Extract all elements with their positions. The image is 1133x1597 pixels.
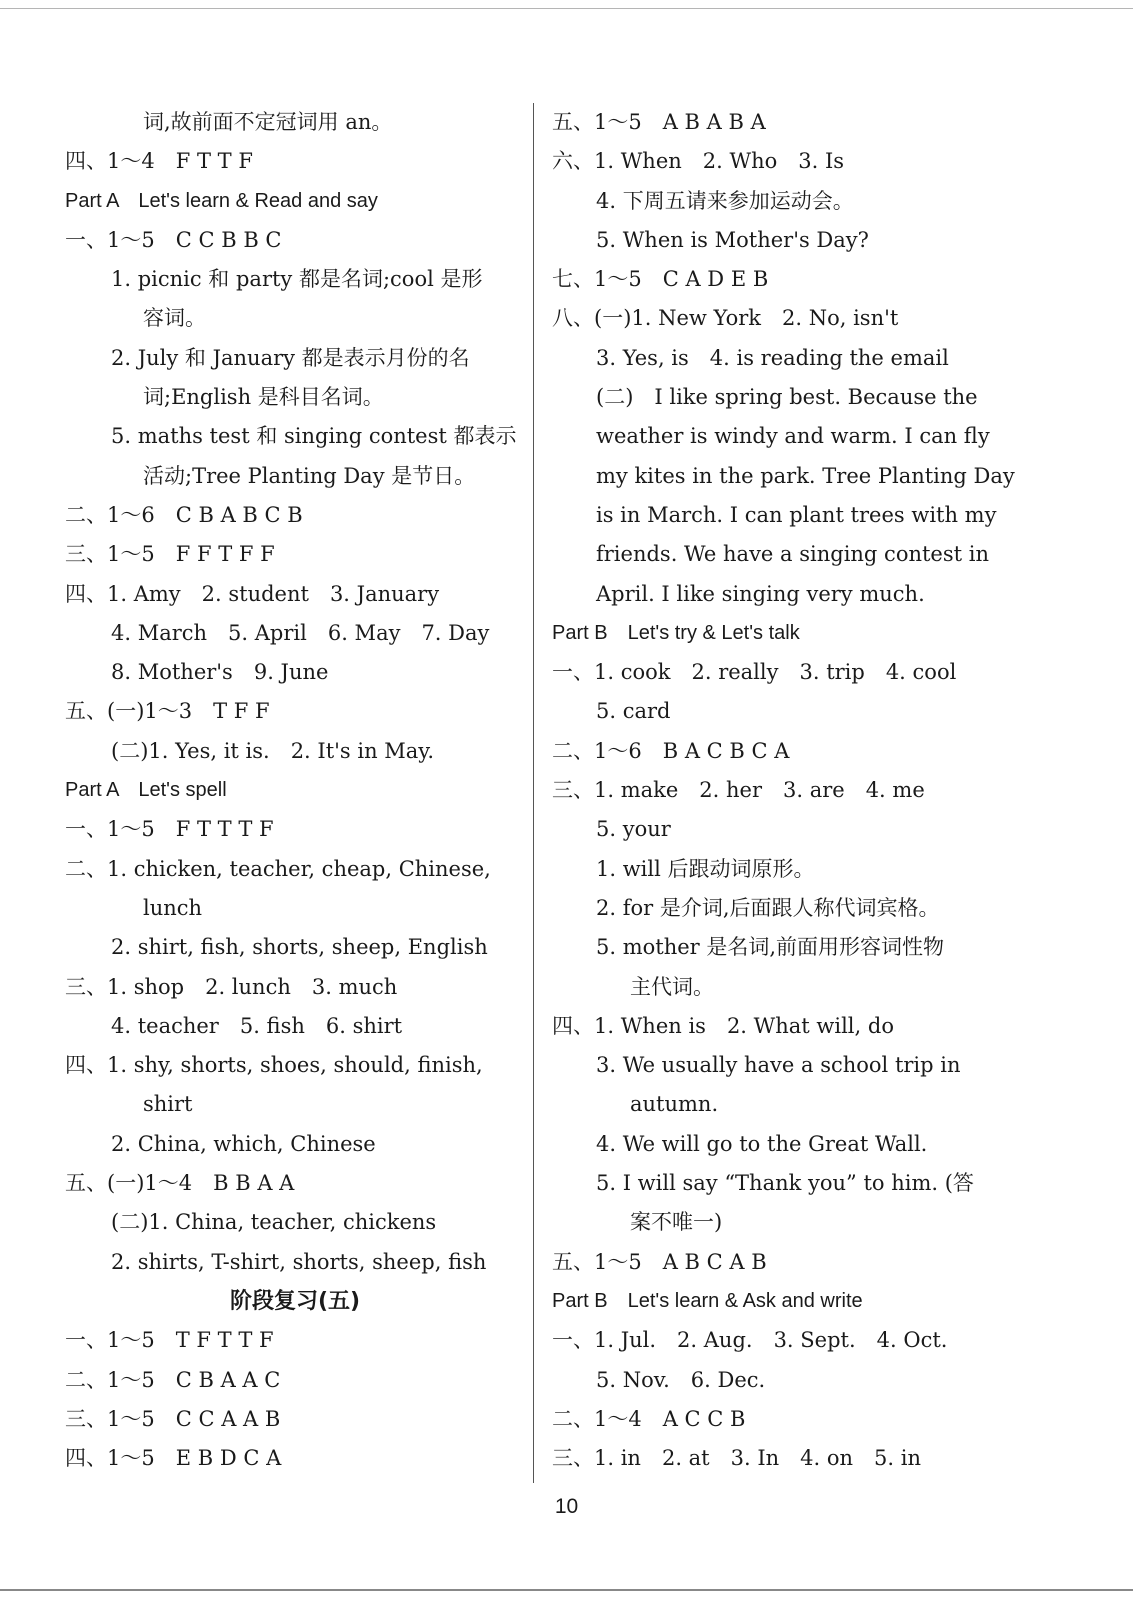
- answer-line: weather is windy and warm. I can fly: [596, 424, 990, 449]
- answer-line: 4. 下周五请来参加运动会。: [596, 188, 854, 213]
- answer-line: 三、1～5 F F T F F: [65, 542, 275, 567]
- section-heading: 阶段复习(五): [229, 1288, 361, 1314]
- answer-line: 一、1～5 T F T T F: [65, 1328, 274, 1353]
- answer-line: shirt: [143, 1092, 193, 1117]
- answer-line: 1. picnic 和 party 都是名词;cool 是形: [111, 267, 483, 292]
- answer-line: 5. card: [596, 699, 671, 724]
- answer-line: 二、1～4 A C C B: [552, 1406, 746, 1431]
- answer-line: 2. July 和 January 都是表示月份的名: [111, 345, 470, 370]
- part-heading: Part B Let's try & Let's talk: [552, 621, 800, 644]
- answer-line: 词,故前面不定冠词用 an。: [143, 110, 393, 134]
- answer-line: 一、1～5 F T T T F: [65, 817, 274, 842]
- answer-line: 3. Yes, is 4. is reading the email: [596, 345, 949, 370]
- answer-line: 4. March 5. April 6. May 7. Day: [111, 620, 490, 645]
- right-column: [552, 103, 1015, 1478]
- answer-line: 五、(一)1～4 B B A A: [65, 1171, 295, 1196]
- answer-line: 4. teacher 5. fish 6. shirt: [111, 1013, 403, 1038]
- answer-line: 五、1～5 A B A B A: [552, 110, 766, 134]
- answer-line: (二)1. China, teacher, chickens: [111, 1210, 437, 1235]
- answer-line: 5. When is Mother's Day?: [596, 227, 869, 252]
- answer-line: 2. shirt, fish, shorts, sheep, English: [111, 935, 488, 960]
- answer-line: 四、1～5 E B D C A: [65, 1446, 282, 1471]
- answer-line: 1. will 后跟动词原形。: [596, 856, 815, 881]
- answer-line: 三、1～5 C C A A B: [65, 1406, 281, 1431]
- answer-line: 四、1～4 F T T F: [65, 149, 253, 174]
- answer-line: 4. We will go to the Great Wall.: [596, 1131, 928, 1156]
- answer-line: (二)1. Yes, it is. 2. It's in May.: [111, 738, 435, 763]
- page-number: 10: [554, 1495, 579, 1518]
- answer-line: my kites in the park. Tree Planting Day: [596, 463, 1015, 488]
- answer-line: 一、1～5 C C B B C: [65, 227, 282, 252]
- answer-line: 三、1. in 2. at 3. In 4. on 5. in: [552, 1446, 921, 1471]
- answer-line: 2. for 是介词,后面跟人称代词宾格。: [596, 895, 940, 920]
- answer-line: 8. Mother's 9. June: [111, 660, 329, 685]
- column-divider: [533, 103, 534, 1483]
- answer-line: (二) I like spring best. Because the: [596, 385, 978, 410]
- part-heading: Part B Let's learn & Ask and write: [552, 1289, 863, 1312]
- answer-line: 二、1～5 C B A A C: [65, 1367, 281, 1392]
- answer-line: lunch: [143, 895, 203, 920]
- answer-line: 容词。: [143, 306, 206, 331]
- part-heading: Part A Let's learn & Read and say: [65, 189, 378, 212]
- part-heading: Part A Let's spell: [65, 779, 227, 802]
- answer-line: friends. We have a singing contest in: [596, 542, 989, 567]
- answer-line: 5. your: [596, 817, 671, 842]
- answer-line: 3. We usually have a school trip in: [596, 1053, 961, 1078]
- answer-line: 2. shirts, T-shirt, shorts, sheep, fish: [111, 1249, 487, 1274]
- answer-line: 四、1. Amy 2. student 3. January: [65, 581, 440, 606]
- answer-line: 五、1～5 A B C A B: [552, 1249, 767, 1274]
- answer-line: 七、1～5 C A D E B: [552, 267, 769, 292]
- answer-line: 二、1. chicken, teacher, cheap, Chinese,: [65, 856, 491, 881]
- answer-line: 5. Nov. 6. Dec.: [596, 1367, 766, 1392]
- answer-line: 四、1. shy, shorts, shoes, should, finish,: [65, 1053, 483, 1078]
- answer-line: 5. mother 是名词,前面用形容词性物: [596, 935, 945, 960]
- answer-line: 主代词。: [630, 974, 714, 999]
- answer-line: 案不唯一): [630, 1210, 723, 1235]
- answer-line: is in March. I can plant trees with my: [596, 502, 997, 527]
- top-border-line: [0, 8, 1133, 9]
- answer-line: 5. I will say “Thank you” to him. (答: [596, 1171, 974, 1196]
- bottom-border-line: [0, 1589, 1133, 1591]
- answer-line: 2. China, which, Chinese: [111, 1131, 376, 1156]
- answer-line: 四、1. When is 2. What will, do: [552, 1013, 894, 1038]
- answer-line: 词;English 是科目名词。: [143, 385, 384, 410]
- answer-line: 三、1. make 2. her 3. are 4. me: [552, 778, 925, 803]
- answer-line: 二、1～6 C B A B C B: [65, 502, 303, 527]
- answer-line: 活动;Tree Planting Day 是节日。: [143, 463, 476, 488]
- answer-line: 八、(一)1. New York 2. No, isn't: [552, 306, 899, 331]
- answer-line: 六、1. When 2. Who 3. Is: [552, 149, 845, 174]
- answer-line: April. I like singing very much.: [596, 581, 925, 606]
- answer-line: 5. maths test 和 singing contest 都表示: [111, 424, 517, 449]
- answer-line: 一、1. Jul. 2. Aug. 3. Sept. 4. Oct.: [552, 1328, 948, 1353]
- answer-line: autumn.: [630, 1092, 719, 1117]
- answer-line: 一、1. cook 2. really 3. trip 4. cool: [552, 660, 957, 685]
- left-column: [65, 103, 525, 1478]
- answer-line: 三、1. shop 2. lunch 3. much: [65, 974, 398, 999]
- answer-line: 五、(一)1～3 T F F: [65, 699, 270, 724]
- answer-line: 二、1～6 B A C B C A: [552, 738, 790, 763]
